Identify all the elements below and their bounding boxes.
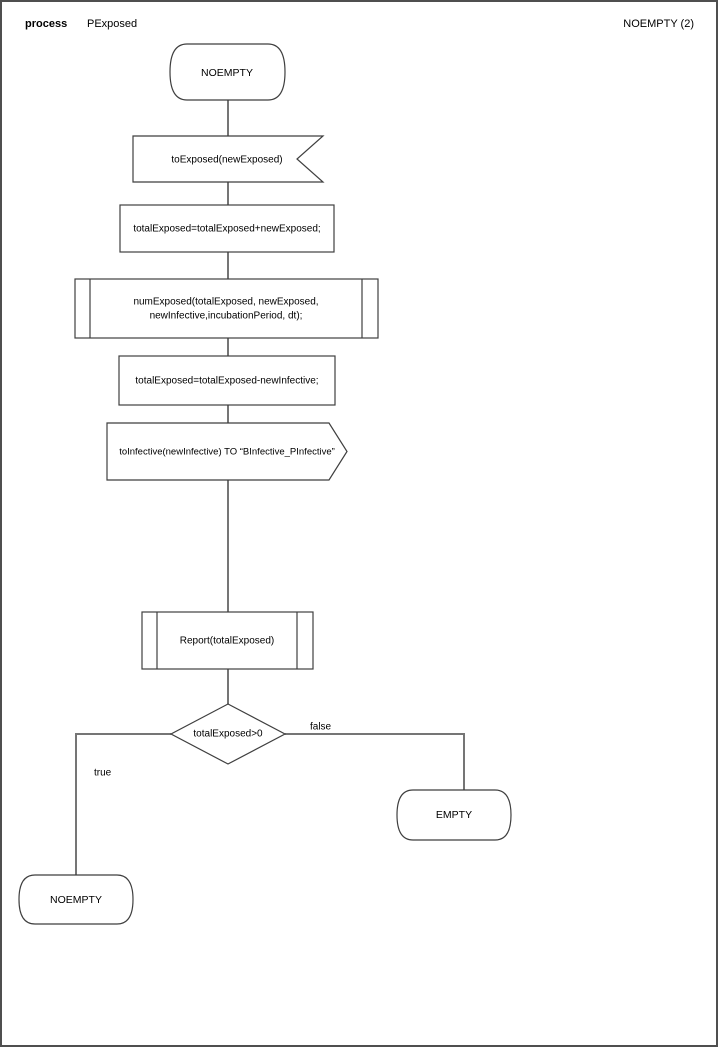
false-branch-label: false	[310, 721, 332, 733]
connector-false-branch	[285, 734, 464, 790]
procedure-num-exposed-label-line1: numExposed(totalExposed, newExposed,	[133, 296, 319, 308]
input-signal-label: toExposed(newExposed)	[171, 154, 283, 166]
empty-state-label: EMPTY	[435, 809, 473, 821]
process-keyword-label: process	[25, 18, 68, 30]
start-state-label: NOEMPTY	[201, 67, 253, 79]
decision-label: totalExposed>0	[193, 728, 263, 740]
connector-true-branch	[76, 734, 171, 875]
task-subtract-label: totalExposed=totalExposed-newInfective;	[135, 375, 319, 387]
procedure-num-exposed-shape	[75, 279, 378, 338]
procedure-report-label: Report(totalExposed)	[179, 635, 275, 647]
output-signal-label: toInfective(newInfective) TO “BInfective_PInfective”	[119, 446, 335, 458]
true-branch-label: true	[94, 767, 112, 779]
task-add-label: totalExposed=totalExposed+newExposed;	[133, 223, 321, 235]
noempty-state-label: NOEMPTY	[50, 894, 102, 906]
process-name-label: PExposed	[87, 18, 138, 30]
procedure-num-exposed-label-line2: newInfective,incubationPeriod, dt);	[149, 310, 303, 322]
page-ref-label: NOEMPTY (2)	[623, 18, 694, 30]
